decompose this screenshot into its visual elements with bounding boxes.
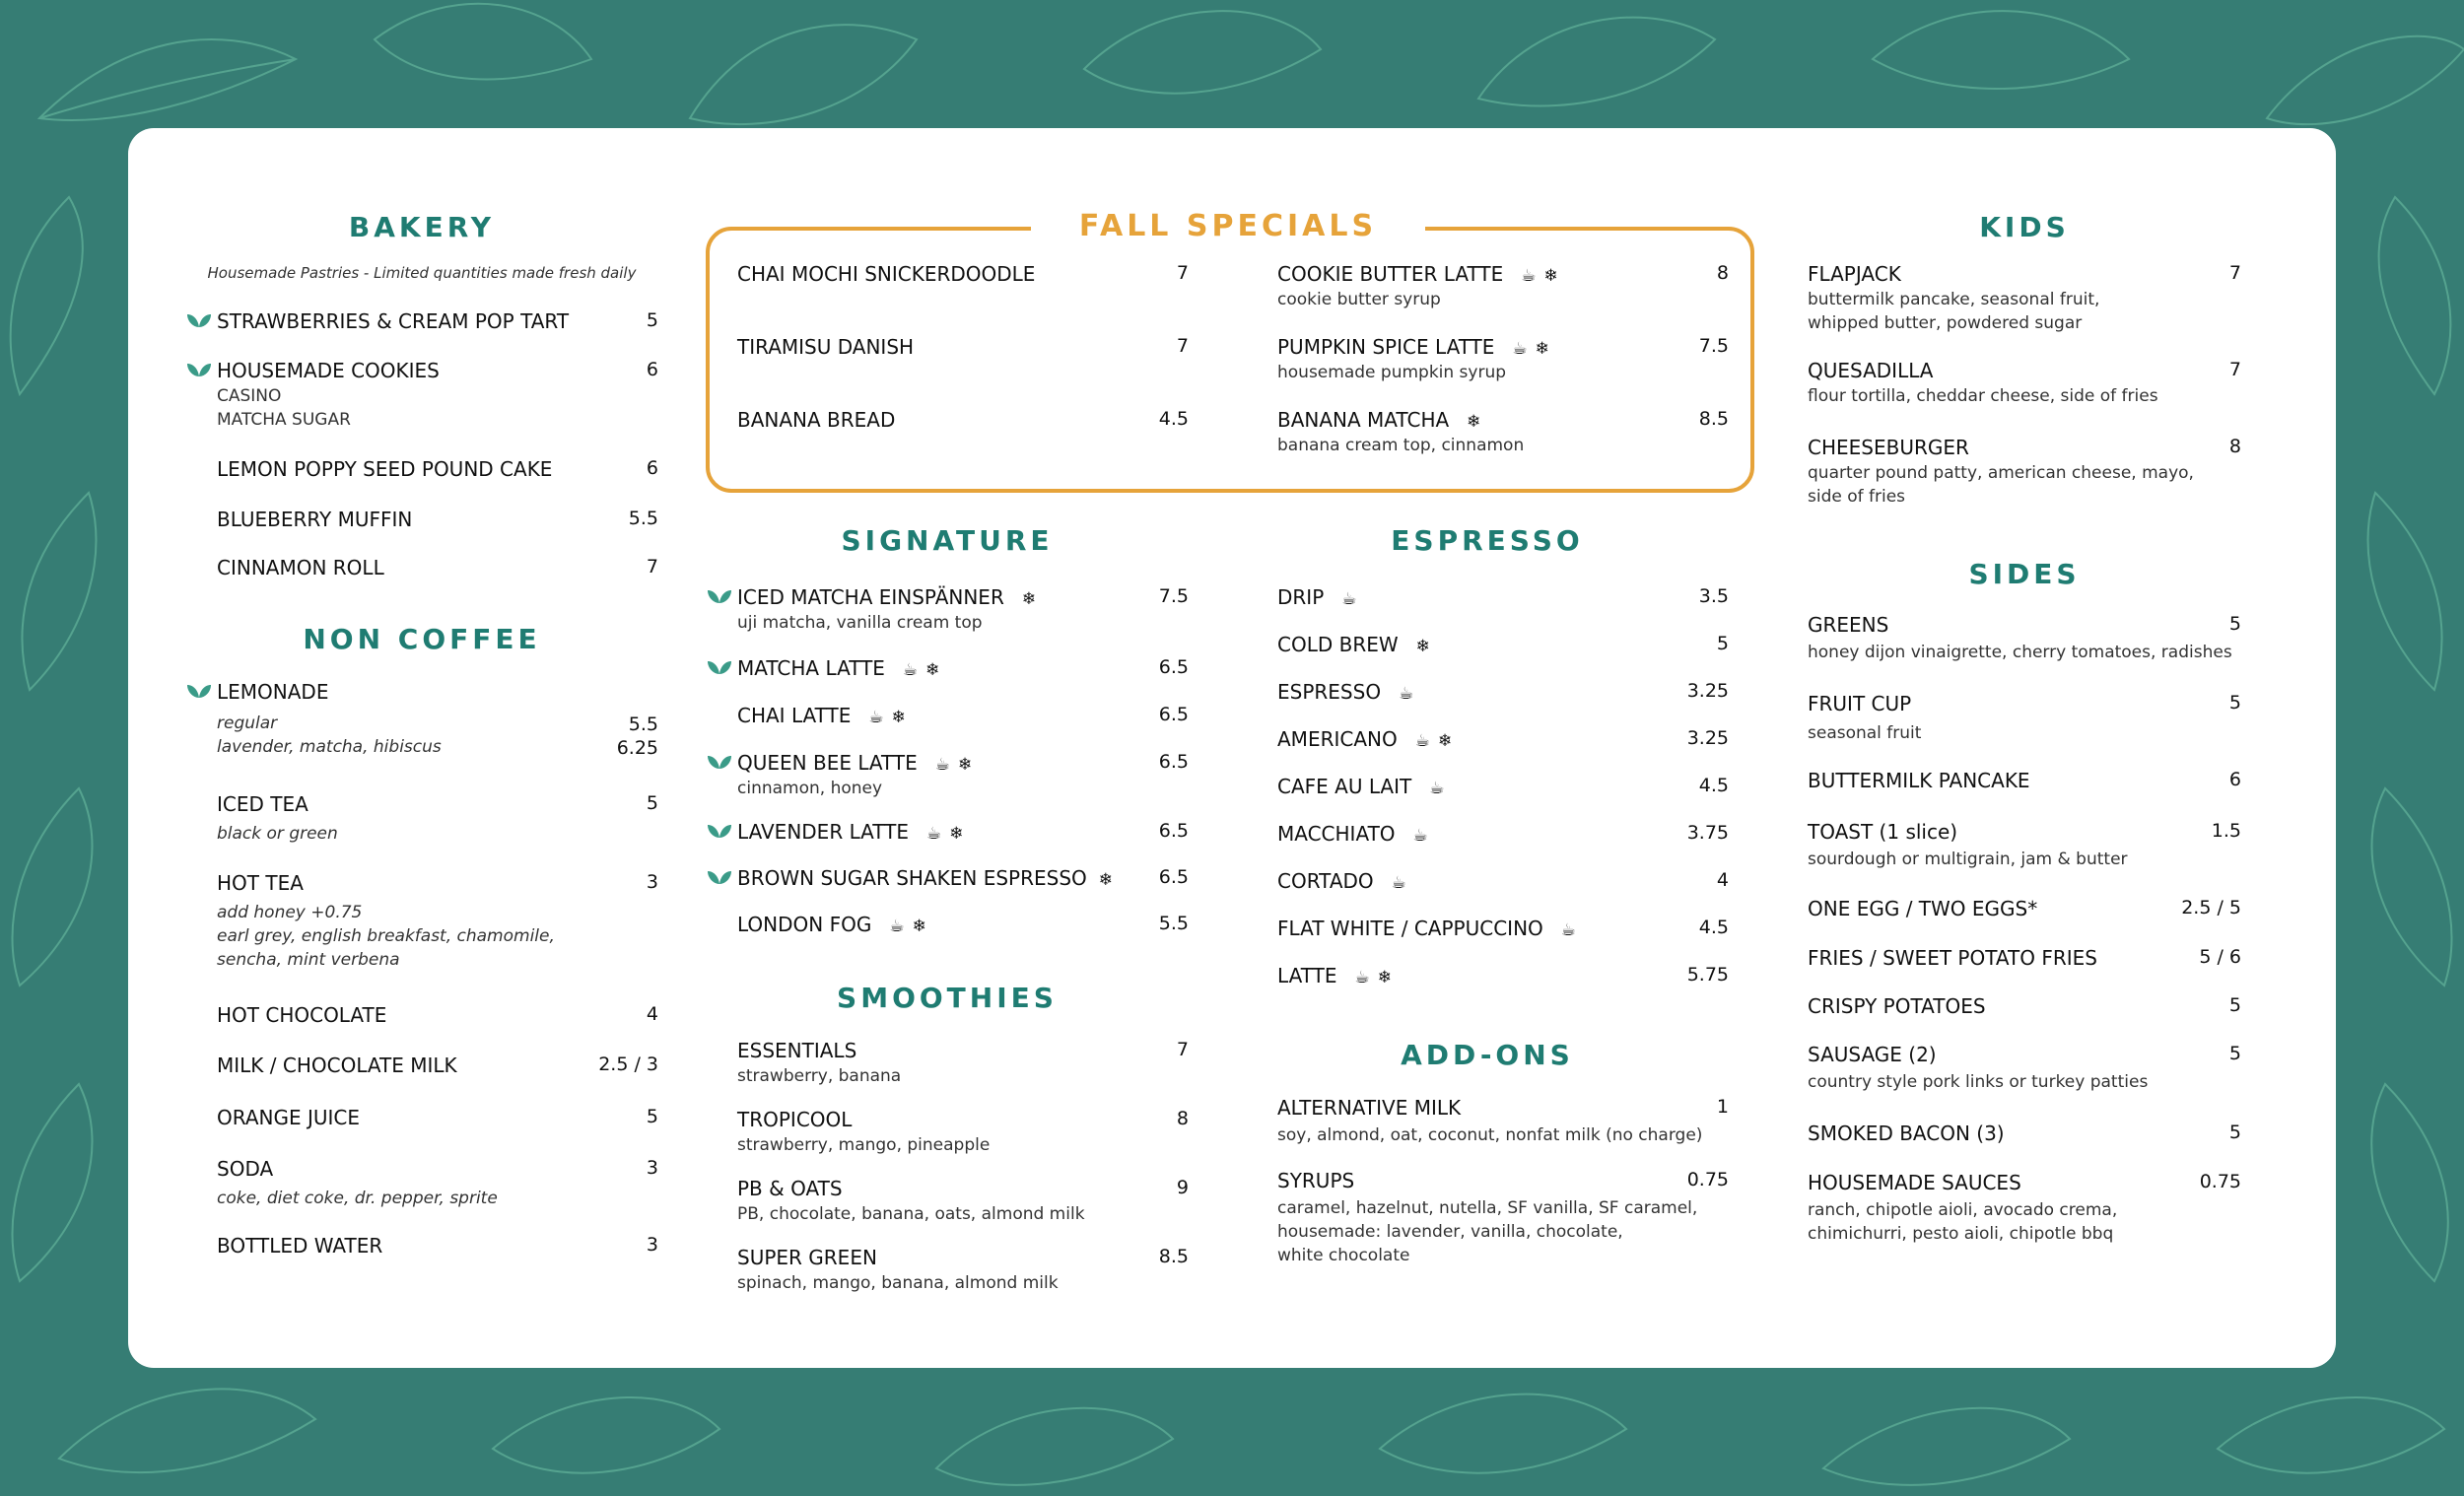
item-desc: sencha, mint verbena [217, 950, 400, 970]
menu-item [1246, 869, 1729, 895]
menu-item [706, 913, 1189, 938]
item-price: 3.75 [1686, 822, 1729, 844]
item-name: MILK / CHOCOLATE MILK [217, 1054, 457, 1077]
menu-item [1246, 727, 1729, 753]
item-desc: sourdough or multigrain, jam & butter [1808, 850, 2128, 869]
item-name: HOT TEA [217, 871, 304, 895]
item-name: CORTADO ☕ [1277, 869, 1406, 893]
menu-item [706, 751, 1189, 800]
item-price: 3 [646, 871, 658, 893]
item-desc: soy, almond, oat, coconut, nonfat milk (no charge) [1277, 1125, 1703, 1145]
item-name: LATTE ☕ ❄ [1277, 964, 1392, 987]
item-price: 6.5 [1158, 866, 1189, 888]
item-price: 5 [646, 792, 658, 814]
item-price: 5 [2228, 994, 2241, 1016]
item-price: 5 [2228, 613, 2241, 635]
item-price: 0.75 [1686, 1169, 1729, 1190]
leaf-icon [706, 658, 733, 676]
item-price: 8 [2228, 436, 2241, 457]
item-price: 5 [646, 1106, 658, 1127]
bakery-title: BAKERY [348, 211, 496, 243]
item-price: 7 [646, 556, 658, 578]
item-price: 9 [1176, 1177, 1189, 1198]
hot-cup-icon: ☕ [1412, 826, 1428, 846]
signature-section [706, 128, 1189, 1368]
item-desc: quarter pound patty, american cheese, mayo, [1808, 463, 2194, 483]
item-desc: seasonal fruit [1808, 723, 1922, 743]
item-name: COLD BREW ❄ [1277, 633, 1430, 656]
menu-item [1808, 262, 2241, 335]
leaf-icon [706, 587, 733, 605]
leaf-icon [185, 311, 213, 329]
menu-card [128, 128, 2336, 1368]
snowflake-icon: ❄ [1098, 870, 1114, 890]
item-name: SUPER GREEN [737, 1246, 877, 1269]
item-desc: side of fries [1808, 487, 1906, 507]
menu-item [1808, 1122, 2241, 1147]
hot-cup-icon: ☕ [1391, 873, 1406, 893]
item-name: HOT CHOCOLATE [217, 1003, 387, 1027]
menu-item [706, 704, 1189, 729]
hot-cup-icon: ☕ [1399, 684, 1414, 704]
menu-item [185, 792, 658, 846]
hot-cup-icon: ☕ [1521, 266, 1537, 286]
menu-item [1246, 822, 1729, 848]
item-price: 0.75 [2199, 1171, 2241, 1192]
item-price: 2.5 / 5 [2181, 897, 2241, 918]
snowflake-icon: ❄ [1415, 637, 1430, 656]
item-name: MATCHA LATTE ☕ ❄ [737, 656, 940, 680]
item-name: SMOKED BACON (3) [1808, 1122, 2005, 1145]
item-name: SYRUPS [1277, 1169, 1355, 1192]
hot-cup-icon: ☕ [889, 917, 905, 936]
item-name: BUTTERMILK PANCAKE [1808, 769, 2030, 792]
item-price: 4 [646, 1003, 658, 1025]
item-desc: housemade: lavender, vanilla, chocolate, [1277, 1222, 1623, 1242]
item-price: 4 [1716, 869, 1729, 891]
option-label: lavender, matcha, hibiscus [217, 737, 442, 757]
item-name: BANANA BREAD [737, 408, 896, 432]
item-name: CRISPY POTATOES [1808, 994, 1986, 1018]
menu-item [1808, 769, 2241, 794]
item-price: 7 [2228, 262, 2241, 284]
hot-cup-icon: ☕ [1512, 339, 1528, 359]
item-desc: spinach, mango, banana, almond milk [737, 1273, 1059, 1293]
hot-cup-icon: ☕ [1414, 731, 1430, 751]
item-desc: housemade pumpkin syrup [1277, 363, 1507, 382]
menu-item [706, 1177, 1189, 1226]
menu-item [185, 1106, 658, 1131]
menu-item [1246, 917, 1729, 942]
item-desc: whipped butter, powdered sugar [1808, 313, 2083, 333]
item-name: ICED TEA [217, 792, 308, 816]
menu-item [1808, 692, 2241, 745]
item-name: BOTTLED WATER [217, 1234, 383, 1258]
leaf-icon [706, 822, 733, 840]
hot-cup-icon: ☕ [934, 755, 951, 775]
snowflake-icon: ❄ [891, 708, 906, 727]
item-name: CINNAMON ROLL [217, 556, 384, 579]
item-name: CAFE AU LAIT ☕ [1277, 775, 1445, 798]
menu-item [1246, 964, 1729, 989]
item-price: 5 [2228, 1122, 2241, 1143]
item-desc: PB, chocolate, banana, oats, almond milk [737, 1204, 1085, 1224]
smoothies-title: SMOOTHIES [837, 982, 1058, 1014]
item-name: ESSENTIALS [737, 1039, 857, 1062]
item-desc: country style pork links or turkey patties [1808, 1072, 2149, 1092]
item-price: 5 [2228, 692, 2241, 714]
item-name: GREENS [1808, 613, 1889, 637]
item-price: 6 [646, 359, 658, 380]
item-price: 5.5 [1158, 913, 1189, 934]
menu-item [1808, 820, 2241, 871]
item-price: 3.25 [1686, 680, 1729, 702]
item-name: BLUEBERRY MUFFIN [217, 508, 413, 531]
item-name: AMERICANO ☕ ❄ [1277, 727, 1453, 751]
menu-item [1808, 613, 2241, 664]
item-price: 8 [1176, 1108, 1189, 1129]
option-price: 5.5 [628, 714, 658, 735]
menu-item [1808, 994, 2241, 1020]
item-name: TOAST (1 slice) [1808, 820, 1958, 844]
item-price: 7 [1176, 335, 1189, 357]
hot-cup-icon: ☕ [1354, 968, 1370, 987]
column-right [1808, 128, 2241, 1368]
menu-item [185, 871, 658, 972]
item-name: COOKIE BUTTER LATTE ☕ ❄ [1277, 262, 1558, 286]
item-price: 5.5 [628, 508, 658, 529]
item-desc: cookie butter syrup [1277, 290, 1441, 309]
hot-cup-icon: ☕ [1560, 920, 1577, 940]
menu-item [1246, 633, 1729, 658]
item-name: FRUIT CUP [1808, 692, 1912, 715]
item-desc: black or green [217, 824, 338, 844]
menu-item [1808, 359, 2241, 408]
menu-item [706, 1039, 1189, 1088]
bakery-subtitle: Housemade Pastries - Limited quantities made fresh daily [207, 264, 637, 282]
item-name: FLAT WHITE / CAPPUCCINO ☕ [1277, 917, 1577, 940]
item-price: 5 [2228, 1043, 2241, 1064]
item-name: CHAI LATTE ☕ ❄ [737, 704, 906, 727]
item-price: 8.5 [1158, 1246, 1189, 1267]
item-price: 3.5 [1698, 585, 1729, 607]
menu-item [185, 457, 658, 483]
item-price: 5 [1716, 633, 1729, 654]
menu-item [1808, 1043, 2241, 1094]
item-name: TROPICOOL [737, 1108, 853, 1131]
item-desc: uji matcha, vanilla cream top [737, 613, 983, 633]
menu-item [706, 820, 1189, 846]
menu-item [1246, 680, 1729, 706]
leaf-icon [706, 753, 733, 771]
item-name: TIRAMISU DANISH [737, 335, 915, 359]
item-name: FLAPJACK [1808, 262, 1901, 286]
snowflake-icon: ❄ [925, 660, 940, 680]
snowflake-icon: ❄ [912, 917, 926, 936]
item-name: BANANA MATCHA ❄ [1277, 408, 1481, 432]
menu-item [1808, 897, 2241, 922]
fall-specials-title: FALL SPECIALS [1031, 209, 1425, 243]
item-name: STRAWBERRIES & CREAM POP TART [217, 309, 570, 333]
menu-item [1808, 946, 2241, 972]
menu-item [185, 508, 658, 533]
snowflake-icon: ❄ [1021, 589, 1037, 609]
item-name: LEMONADE [217, 680, 329, 704]
item-price: 7 [2228, 359, 2241, 380]
snowflake-icon: ❄ [1535, 339, 1549, 359]
item-desc: coke, diet coke, dr. pepper, sprite [217, 1189, 498, 1208]
item-price: 3.25 [1686, 727, 1729, 749]
item-price: 1 [1716, 1096, 1729, 1118]
hot-cup-icon: ☕ [902, 660, 919, 680]
signature-title: SIGNATURE [841, 524, 1054, 557]
menu-item [706, 866, 1189, 892]
item-price: 4.5 [1698, 917, 1729, 938]
item-desc: caramel, hazelnut, nutella, SF vanilla, SF caramel, [1277, 1198, 1698, 1218]
item-price: 4.5 [1158, 408, 1189, 430]
item-name: ORANGE JUICE [217, 1106, 360, 1129]
item-name: ONE EGG / TWO EGGS* [1808, 897, 2038, 920]
item-desc: white chocolate [1277, 1246, 1410, 1265]
item-price: 7.5 [1698, 335, 1729, 357]
option-label: regular [217, 714, 278, 733]
item-name: QUESADILLA [1808, 359, 1934, 382]
leaf-icon [706, 868, 733, 886]
menu-item [185, 556, 658, 581]
item-name: MACCHIATO ☕ [1277, 822, 1428, 846]
menu-item [706, 1246, 1189, 1295]
menu-item [185, 1157, 658, 1210]
item-price: 1.5 [2211, 820, 2241, 842]
leaf-icon [185, 361, 213, 378]
menu-item [1246, 1169, 1729, 1267]
hot-cup-icon: ☕ [868, 708, 884, 727]
item-name: QUEEN BEE LATTE ☕ ❄ [737, 751, 973, 775]
item-price: 7 [1176, 1039, 1189, 1060]
item-price: 8 [1716, 262, 1729, 284]
espresso-title: ESPRESSO [1391, 524, 1584, 557]
item-price: 7.5 [1158, 585, 1189, 607]
item-name: ALTERNATIVE MILK [1277, 1096, 1462, 1120]
item-desc: buttermilk pancake, seasonal fruit, [1808, 290, 2100, 309]
item-price: 5 / 6 [2199, 946, 2241, 968]
snowflake-icon: ❄ [949, 824, 964, 844]
menu-item [1808, 1171, 2241, 1246]
item-price: 6 [646, 457, 658, 479]
menu-item [1246, 775, 1729, 800]
espresso-section [1246, 128, 1729, 1368]
menu-item [706, 585, 1189, 635]
menu-item [185, 309, 658, 335]
item-name: CHEESEBURGER [1808, 436, 1969, 459]
item-name: PB & OATS [737, 1177, 843, 1200]
option-price: 6.25 [616, 737, 658, 759]
item-price: 6.5 [1158, 656, 1189, 678]
item-desc: chimichurri, pesto aioli, chipotle bbq [1808, 1224, 2114, 1244]
menu-item [1808, 436, 2241, 509]
item-price: 7 [1176, 262, 1189, 284]
item-price: 6 [2228, 769, 2241, 790]
item-desc: CASINO [217, 386, 282, 406]
item-price: 4.5 [1698, 775, 1729, 796]
item-name: CHAI MOCHI SNICKERDOODLE [737, 262, 1036, 286]
item-name: LEMON POPPY SEED POUND CAKE [217, 457, 553, 481]
hot-cup-icon: ☕ [926, 824, 942, 844]
item-price: 6.5 [1158, 704, 1189, 725]
item-desc: strawberry, mango, pineapple [737, 1135, 991, 1155]
item-name: SODA [217, 1157, 274, 1181]
item-price: 6.5 [1158, 820, 1189, 842]
hot-cup-icon: ☕ [1429, 779, 1445, 798]
item-desc: honey dijon vinaigrette, cherry tomatoes, radishes [1808, 643, 2232, 662]
snowflake-icon: ❄ [1377, 968, 1392, 987]
item-desc: cinnamon, honey [737, 779, 883, 798]
item-name: DRIP ☕ [1277, 585, 1357, 609]
item-name: LONDON FOG ☕ ❄ [737, 913, 926, 936]
item-name: LAVENDER LATTE ☕ ❄ [737, 820, 964, 844]
item-desc: ranch, chipotle aioli, avocado crema, [1808, 1200, 2118, 1220]
item-name: HOUSEMADE SAUCES [1808, 1171, 2021, 1194]
item-name: ESPRESSO ☕ [1277, 680, 1414, 704]
item-desc: banana cream top, cinnamon [1277, 436, 1525, 455]
menu-item [706, 1108, 1189, 1157]
snowflake-icon: ❄ [1437, 731, 1453, 751]
snowflake-icon: ❄ [1543, 266, 1558, 286]
item-price: 2.5 / 3 [598, 1054, 658, 1075]
item-name: FRIES / SWEET POTATO FRIES [1808, 946, 2097, 970]
item-desc: MATCHA SUGAR [217, 410, 351, 430]
menu-item [185, 359, 658, 432]
menu-item [185, 1054, 658, 1079]
menu-item [1246, 585, 1729, 611]
item-desc: strawberry, banana [737, 1066, 902, 1086]
addons-title: ADD-ONS [1401, 1039, 1574, 1071]
sides-title: SIDES [1968, 558, 2081, 590]
menu-item [185, 1003, 658, 1029]
non-coffee-title: NON COFFEE [303, 623, 541, 655]
item-name: PUMPKIN SPICE LATTE ☕ ❄ [1277, 335, 1549, 359]
item-name: ICED MATCHA EINSPÄNNER ❄ [737, 585, 1037, 609]
item-name: HOUSEMADE COOKIES [217, 359, 440, 382]
menu-item [1246, 1096, 1729, 1147]
item-name: SAUSAGE (2) [1808, 1043, 1937, 1066]
item-price: 3 [646, 1234, 658, 1256]
item-price: 5.75 [1686, 964, 1729, 986]
menu-item [185, 680, 658, 761]
leaf-icon [185, 682, 213, 700]
item-name: BROWN SUGAR SHAKEN ESPRESSO ❄ [737, 866, 1114, 890]
item-price: 5 [646, 309, 658, 331]
item-desc: add honey +0.75 [217, 903, 363, 922]
item-desc: flour tortilla, cheddar cheese, side of fries [1808, 386, 2158, 406]
menu-item [706, 656, 1189, 682]
item-price: 6.5 [1158, 751, 1189, 773]
menu-item [185, 1234, 658, 1259]
item-price: 3 [646, 1157, 658, 1179]
kids-title: KIDS [1979, 211, 2070, 243]
snowflake-icon: ❄ [958, 755, 973, 775]
item-price: 8.5 [1698, 408, 1729, 430]
snowflake-icon: ❄ [1467, 412, 1481, 432]
item-desc: earl grey, english breakfast, chamomile, [217, 926, 555, 946]
hot-cup-icon: ☕ [1341, 589, 1357, 609]
